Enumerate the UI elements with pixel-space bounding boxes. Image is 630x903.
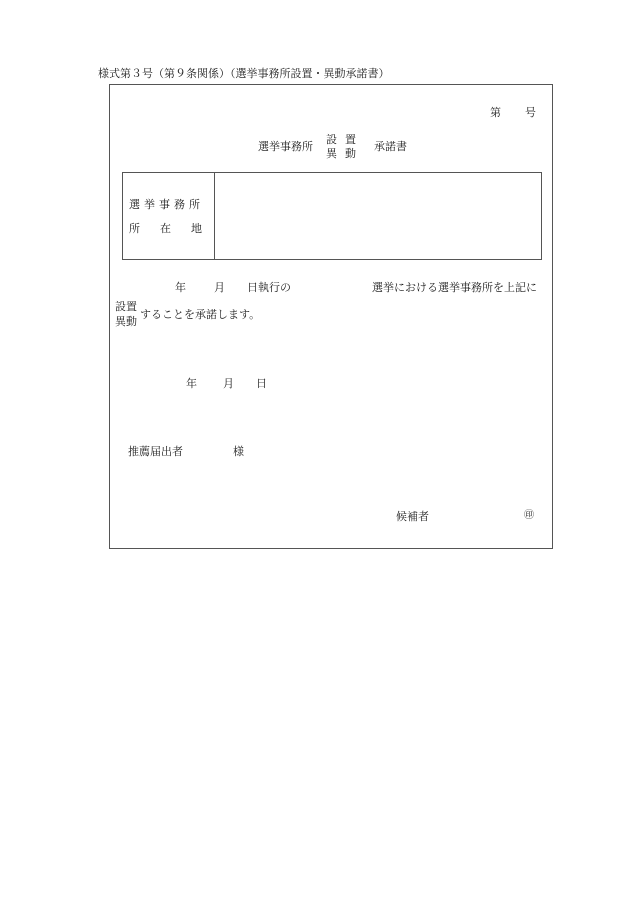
body-day-exec: 日執行の	[247, 281, 291, 294]
date-day: 日	[256, 377, 267, 390]
form-heading: 様式第３号（第９条関係）（選挙事務所設置・異動承諾書）	[98, 67, 390, 80]
candidate-label: 候補者	[396, 510, 429, 523]
recipient-honorific: 様	[233, 445, 244, 458]
title-option-move: 異動	[326, 147, 364, 160]
document-number-line	[490, 107, 536, 118]
date-line	[186, 378, 267, 389]
number-prefix: 第	[490, 106, 501, 119]
title-suffix: 承諾書	[374, 140, 407, 153]
number-suffix: 号	[525, 106, 536, 119]
consent-line-1	[175, 282, 291, 293]
date-month: 月	[223, 377, 234, 390]
consent-line-1-tail: 選挙における選挙事務所を上記に	[372, 281, 537, 294]
address-label-line-2: 所在地	[129, 222, 222, 235]
address-value-cell	[215, 173, 541, 259]
address-label-line-1: 選挙事務所	[129, 198, 204, 211]
title-prefix: 選挙事務所	[258, 140, 313, 153]
title-option-setup: 設置	[326, 133, 364, 146]
recipient-line	[128, 446, 244, 457]
body-option-setup: 設置	[115, 300, 137, 313]
form-frame	[109, 84, 553, 549]
body-option-move: 異動	[115, 315, 137, 328]
body-year: 年	[175, 281, 186, 294]
date-year: 年	[186, 377, 197, 390]
recipient-label: 推薦届出者	[128, 445, 183, 458]
office-address-table	[122, 172, 542, 260]
seal-mark-icon: ㊞	[524, 510, 534, 521]
address-label-cell	[123, 173, 222, 259]
body-month: 月	[214, 281, 225, 294]
consent-line-2: することを承諾します。	[140, 308, 261, 321]
